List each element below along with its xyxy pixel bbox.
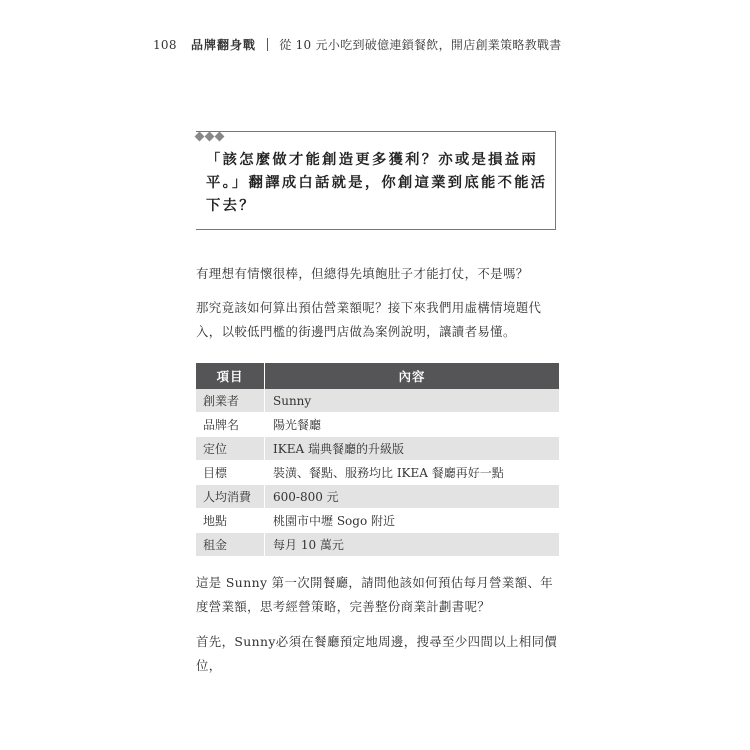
table-row bbox=[196, 485, 559, 509]
table-row bbox=[196, 533, 559, 557]
header-content: 內容 bbox=[265, 363, 560, 389]
table-row bbox=[196, 413, 559, 437]
paragraph-1: 有理想有情懷很棒，但總得先填飽肚子才能打仗，不是嗎？ bbox=[196, 266, 529, 281]
row-key: 目標 bbox=[196, 461, 265, 485]
row-key: 租金 bbox=[196, 533, 265, 557]
table-header-row bbox=[196, 363, 559, 389]
callout-box bbox=[196, 131, 556, 230]
paragraph-2: 那究竟該如何算出預估營業額呢？接下來我們用虛構情境題代入，以較低門檻的街邊門店做為案例說明，讓讀者易懂。 bbox=[196, 300, 542, 339]
header-divider bbox=[267, 38, 268, 51]
page-number: 108 bbox=[153, 38, 177, 52]
row-value: 陽光餐廳 bbox=[265, 413, 560, 437]
table-row bbox=[196, 461, 559, 485]
row-value: 裝潢、餐點、服務均比 IKEA 餐廳再好一點 bbox=[265, 461, 560, 485]
table-row bbox=[196, 509, 559, 533]
info-table bbox=[196, 363, 559, 557]
row-value: 桃園市中壢 Sogo 附近 bbox=[265, 509, 560, 533]
callout-text: 「該怎麼做才能創造更多獲利？亦或是損益兩平。」翻譯成白話就是，你創這業到底能不能活下去？ bbox=[206, 152, 548, 214]
row-key: 品牌名 bbox=[196, 413, 265, 437]
paragraph-4: 首先，Sunny必須在餐廳預定地周邊，搜尋至少四間以上相同價位， bbox=[196, 634, 558, 673]
book-title: 品牌翻身戰 bbox=[190, 38, 256, 52]
row-value: 每月 10 萬元 bbox=[265, 533, 560, 557]
row-value: Sunny bbox=[265, 389, 560, 413]
row-key: 人均消費 bbox=[196, 485, 265, 509]
book-subtitle: 從 10 元小吃到破億連鎖餐飲，開店創業策略教戰書 bbox=[279, 38, 562, 52]
header-item: 項目 bbox=[196, 363, 265, 389]
row-key: 定位 bbox=[196, 437, 265, 461]
table-row bbox=[196, 389, 559, 413]
paragraph-3: 這是 Sunny 第一次開餐廳，請問他該如何預估每月營業額、年度營業額，思考經營策略，完善整份商業計劃書呢？ bbox=[196, 575, 554, 614]
row-key: 創業者 bbox=[196, 389, 265, 413]
row-key: 地點 bbox=[196, 509, 265, 533]
row-value: 600-800 元 bbox=[265, 485, 560, 509]
table-row bbox=[196, 437, 559, 461]
running-head bbox=[153, 36, 562, 53]
row-value: IKEA 瑞典餐廳的升級版 bbox=[265, 437, 560, 461]
